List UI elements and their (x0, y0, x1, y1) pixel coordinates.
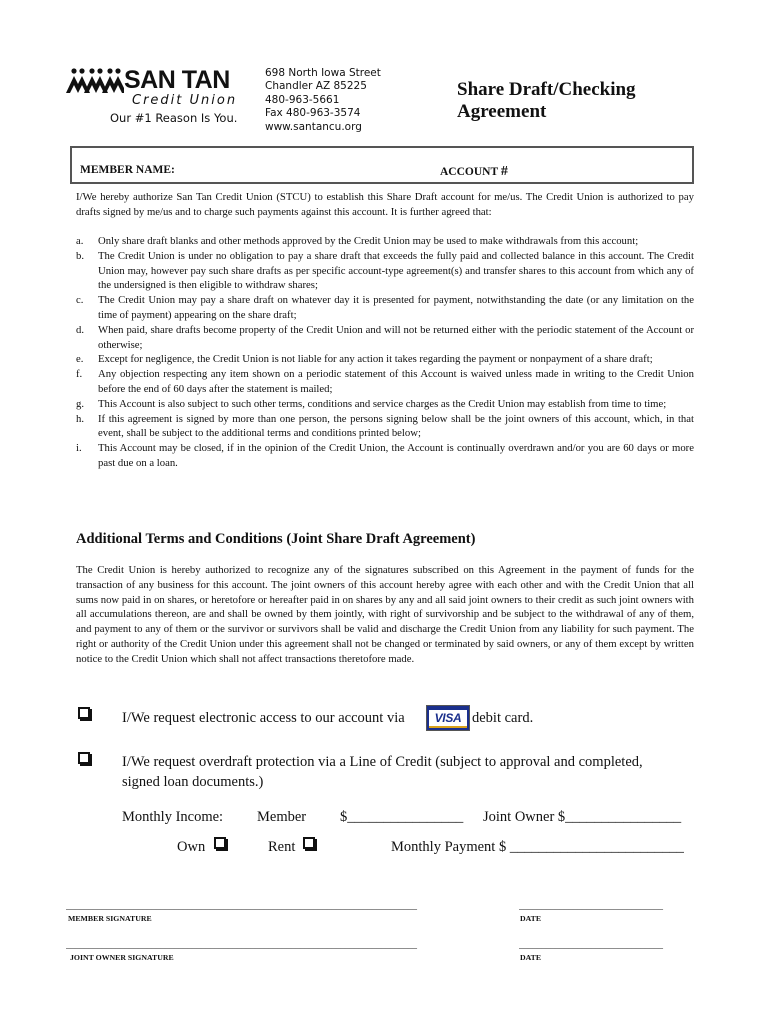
item-letter: f. (76, 368, 83, 381)
list-item (76, 397, 694, 412)
rent-label: Rent (268, 839, 296, 855)
item-letter: d. (76, 323, 85, 336)
item-letter: b. (76, 249, 85, 262)
additional-terms-heading: Additional Terms and Conditions (Joint Share Draft Agreement) (76, 531, 476, 547)
address-block (265, 67, 381, 134)
list-item (76, 293, 694, 323)
electronic-access-checkbox[interactable] (78, 707, 90, 719)
member-income-field[interactable]: $________________ (340, 809, 464, 825)
item-text: This Account may be closed, if in the opinion of the Credit Union, the Account is continually overdrawn and/or you are 60 days or more past due on a loan. (98, 442, 694, 469)
logo (66, 66, 246, 128)
item-letter: a. (76, 235, 84, 247)
electronic-access-text: I/We request electronic access to our account via (122, 710, 405, 726)
list-item (76, 367, 694, 397)
account-label-text: ACCOUNT (440, 166, 498, 178)
logo-mark-icon (66, 68, 124, 94)
account-label (440, 164, 508, 180)
list-item (76, 234, 694, 249)
joint-owner-income-field[interactable]: Joint Owner $________________ (483, 809, 682, 825)
joint-owner-signature-line[interactable]: ______________________________________________________________________________ (66, 940, 417, 950)
own-checkbox[interactable] (214, 837, 226, 849)
item-letter: c. (76, 294, 84, 307)
item-text: If this agreement is signed by more than one person, the persons signing below shall be the joint owners of this account, which, in that event, shall be subject to the additional terms and conditions printed below; (98, 412, 694, 440)
item-text: The Credit Union is under no obligation to pay a share draft that exceeds the fully paid and collected balance in this account. The Credit Union may, however pay such share drafts as per specific account-type agreement(s) and transfer shares to this account from which any of the undersigned is then eligible to withdraw shares; (98, 249, 694, 292)
visa-logo-text: VISA (434, 711, 462, 725)
visa-logo (426, 705, 470, 731)
address-fax: Fax 480-963-3574 (265, 107, 361, 120)
account-hash: # (500, 164, 508, 179)
debit-card-text: debit card. (472, 710, 534, 726)
intro-paragraph: I/We hereby authorize San Tan Credit Union (STCU) to establish this Share Draft account for me/us. The Credit Union is authorized to pay drafts signed by me/us and to charge such payments against this account. It is further agreed that: (76, 191, 694, 218)
item-text: When paid, share drafts become property of the Credit Union and will not be returned either with the periodic statement of the Account or otherwise; (98, 323, 694, 351)
member-name-label: MEMBER NAME: (80, 164, 175, 176)
monthly-payment-field[interactable]: Monthly Payment $ ________________________ (391, 839, 684, 855)
logo-subtitle: Credit Union (132, 93, 238, 108)
item-text: This Account is also subject to such other terms, conditions and service charges as the Credit Union may establish from time to time; (98, 397, 667, 410)
item-text: Except for negligence, the Credit Union is not liable for any action it takes regarding the payment or nonpayment of a share draft; (98, 353, 653, 366)
list-item (76, 352, 694, 367)
own-label: Own (177, 839, 206, 855)
item-text: The Credit Union may pay a share draft on whatever day it is presented for payment, notwithstanding the date (or any limitation on the time of payment) appearing on the share draft; (98, 294, 694, 321)
member-date-line[interactable]: ________________________________ (519, 901, 663, 911)
item-text: Any objection respecting any item shown on a periodic statement of this Account is waived unless made in writing to the Credit Union before the end of 60 days after the statement is mailed; (98, 368, 694, 395)
list-item (76, 412, 694, 442)
overdraft-text-line1: I/We request overdraft protection via a Line of Credit (subject to approval and completed, (122, 754, 643, 770)
additional-terms-body: The Credit Union is hereby authorized to recognize any of the signatures subscribed on this Agreement in the payment of funds for the transaction of any business for this account. The joint owners of this account hereby agree with each other and with the Credit Union that all sums now paid in on shares, or heretofore or hereafter paid in on shares by any and all said joint owners to their credit as such joint owners with all accumulations thereon, are and shall be owned by them jointly, with right of survivorship and be subject to the withdrawal of any of them, and payment to any of them or the survivor or survivors shall be valid and discharge the Credit Union from any liability for such payment. The right or authority of the Credit Union under this agreement shall not be changed or terminated by said owners, or any of them except by written notice to the Credit Union which shall not affect transactions theretofore made. (76, 564, 694, 665)
logo-name: SAN TAN (124, 66, 230, 94)
terms-list (76, 234, 694, 471)
item-letter: h. (76, 412, 85, 425)
address-website: www.santancu.org (265, 120, 362, 133)
item-letter: i. (76, 442, 82, 455)
monthly-income-label: Monthly Income: (122, 809, 224, 825)
joint-owner-signature-label: JOINT OWNER SIGNATURE (70, 953, 174, 962)
logo-tagline: Our #1 Reason Is You. (110, 111, 238, 125)
rent-checkbox[interactable] (303, 837, 315, 849)
address-phone: 480-963-5661 (265, 93, 340, 106)
document-title (457, 79, 636, 123)
address-street: 698 North Iowa Street (265, 67, 381, 79)
item-letter: g. (76, 397, 85, 410)
item-text: Only share draft blanks and other methods approved by the Credit Union may be used to make withdrawals from this account; (98, 235, 639, 247)
joint-date-line[interactable]: ________________________________ (519, 940, 663, 950)
joint-date-label: DATE (520, 953, 542, 962)
list-item (76, 323, 694, 353)
overdraft-checkbox[interactable] (78, 752, 90, 764)
title-line-1: Share Draft/Checking (457, 79, 636, 100)
member-signature-line[interactable]: ______________________________________________________________________________ (66, 901, 417, 911)
member-date-label: DATE (520, 914, 542, 923)
item-letter: e. (76, 353, 84, 366)
member-signature-label: MEMBER SIGNATURE (68, 914, 152, 923)
overdraft-text-line2: signed loan documents.) (122, 774, 264, 790)
member-info-box (70, 146, 694, 184)
list-item (76, 249, 694, 293)
address-city: Chandler AZ 85225 (265, 80, 367, 93)
list-item (76, 441, 694, 471)
member-income-label: Member (257, 809, 307, 825)
title-line-2: Agreement (457, 101, 547, 122)
